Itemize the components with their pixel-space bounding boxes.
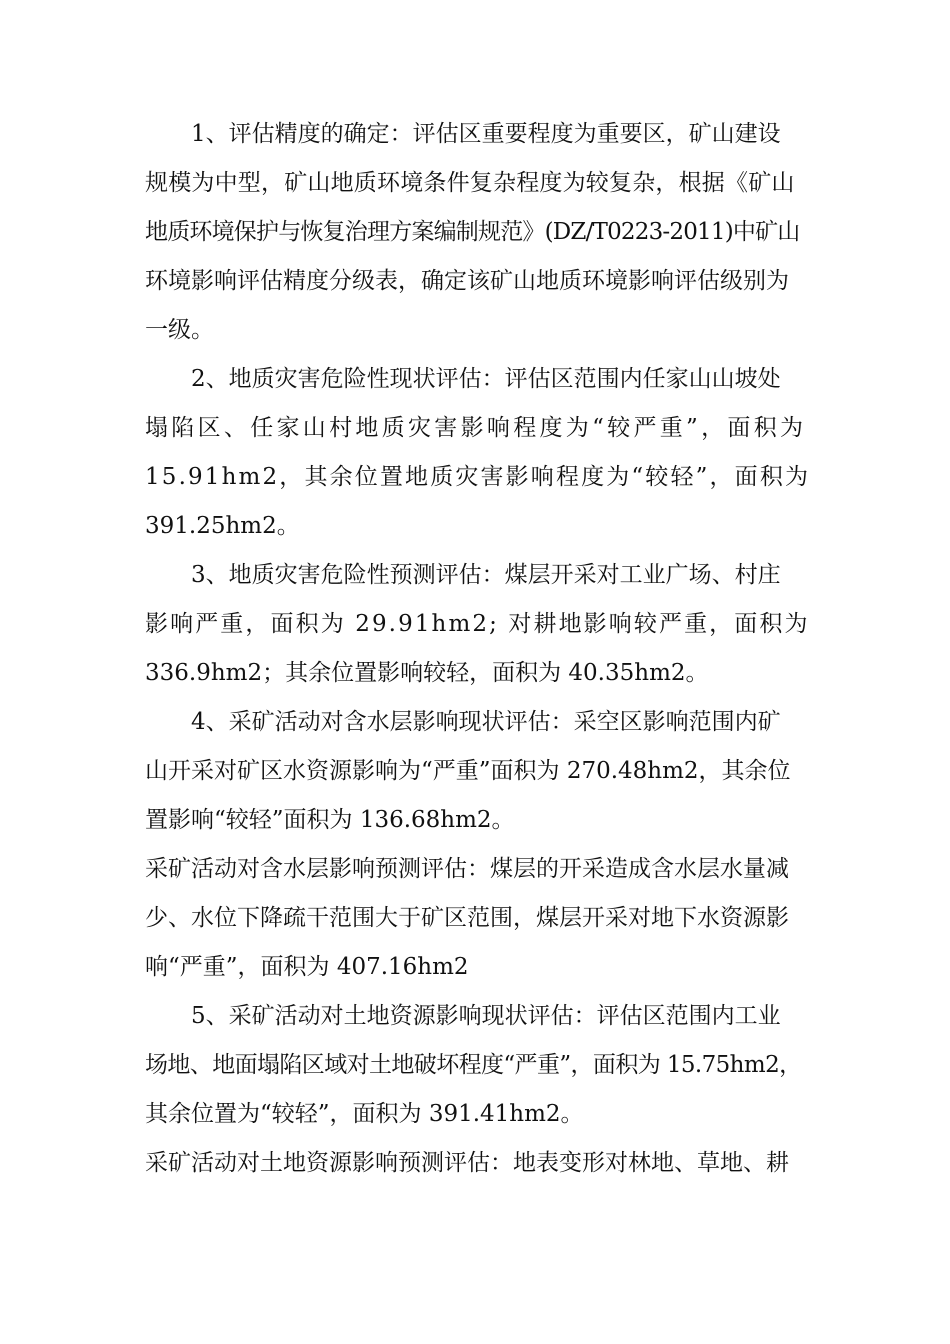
text-line: 一级。 (145, 317, 214, 343)
paragraph-aquifer-status (145, 698, 810, 845)
document-body (145, 110, 810, 1188)
text-line: 响“严重”，面积为 407.16hm2 (145, 954, 469, 980)
text-line: 影响严重，面积为 29.91hm2; 对耕地影响较严重，面积为 (145, 611, 810, 637)
text-line: 塌陷区、任家山村地质灾害影响程度为“较严重”，面积为 (145, 415, 807, 441)
text-line: 采矿活动对含水层影响预测评估：煤层的开采造成含水层水量减 (145, 856, 789, 882)
text-line: 2、地质灾害危险性现状评估：评估区范围内任家山山坡处 (191, 366, 781, 392)
paragraph-land-status (145, 992, 810, 1139)
text-line: 采矿活动对土地资源影响预测评估：地表变形对林地、草地、耕 (145, 1150, 789, 1176)
text-line: 山开采对矿区水资源影响为“严重”面积为 270.48hm2，其余位 (145, 758, 791, 784)
text-line: 15.91hm2，其余位置地质灾害影响程度为“较轻”，面积为 (145, 464, 811, 490)
text-line: 其余位置为“较轻”，面积为 391.41hm2。 (145, 1101, 584, 1127)
paragraph-evaluation-precision (145, 110, 810, 355)
text-line: 3、地质灾害危险性预测评估：煤层开采对工业广场、村庄 (191, 562, 781, 588)
paragraph-hazard-forecast (145, 551, 810, 698)
text-line: 336.9hm2；其余位置影响较轻，面积为 40.35hm2。 (145, 660, 709, 686)
text-line: 391.25hm2。 (145, 513, 300, 539)
paragraph-aquifer-forecast (145, 845, 810, 992)
text-line: 环境影响评估精度分级表，确定该矿山地质环境影响评估级别为 (145, 268, 789, 294)
text-line: 规模为中型，矿山地质环境条件复杂程度为较复杂，根据《矿山 (145, 170, 795, 196)
text-line: 少、水位下降疏干范围大于矿区范围，煤层开采对地下水资源影 (145, 905, 789, 931)
text-line: 5、采矿活动对土地资源影响现状评估：评估区范围内工业 (191, 1003, 781, 1029)
text-line: 1、评估精度的确定：评估区重要程度为重要区，矿山建设 (191, 121, 781, 147)
text-line: 4、采矿活动对含水层影响现状评估：采空区影响范围内矿 (191, 709, 781, 735)
text-line: 场地、地面塌陷区域对土地破坏程度“严重”，面积为 15.75hm2， (145, 1052, 802, 1078)
paragraph-land-forecast (145, 1139, 810, 1188)
text-line: 地质环境保护与恢复治理方案编制规范》(DZ/T0223-2011)中矿山 (145, 219, 800, 245)
text-line: 置影响“较轻”面积为 136.68hm2。 (145, 807, 515, 833)
paragraph-hazard-status (145, 355, 810, 551)
